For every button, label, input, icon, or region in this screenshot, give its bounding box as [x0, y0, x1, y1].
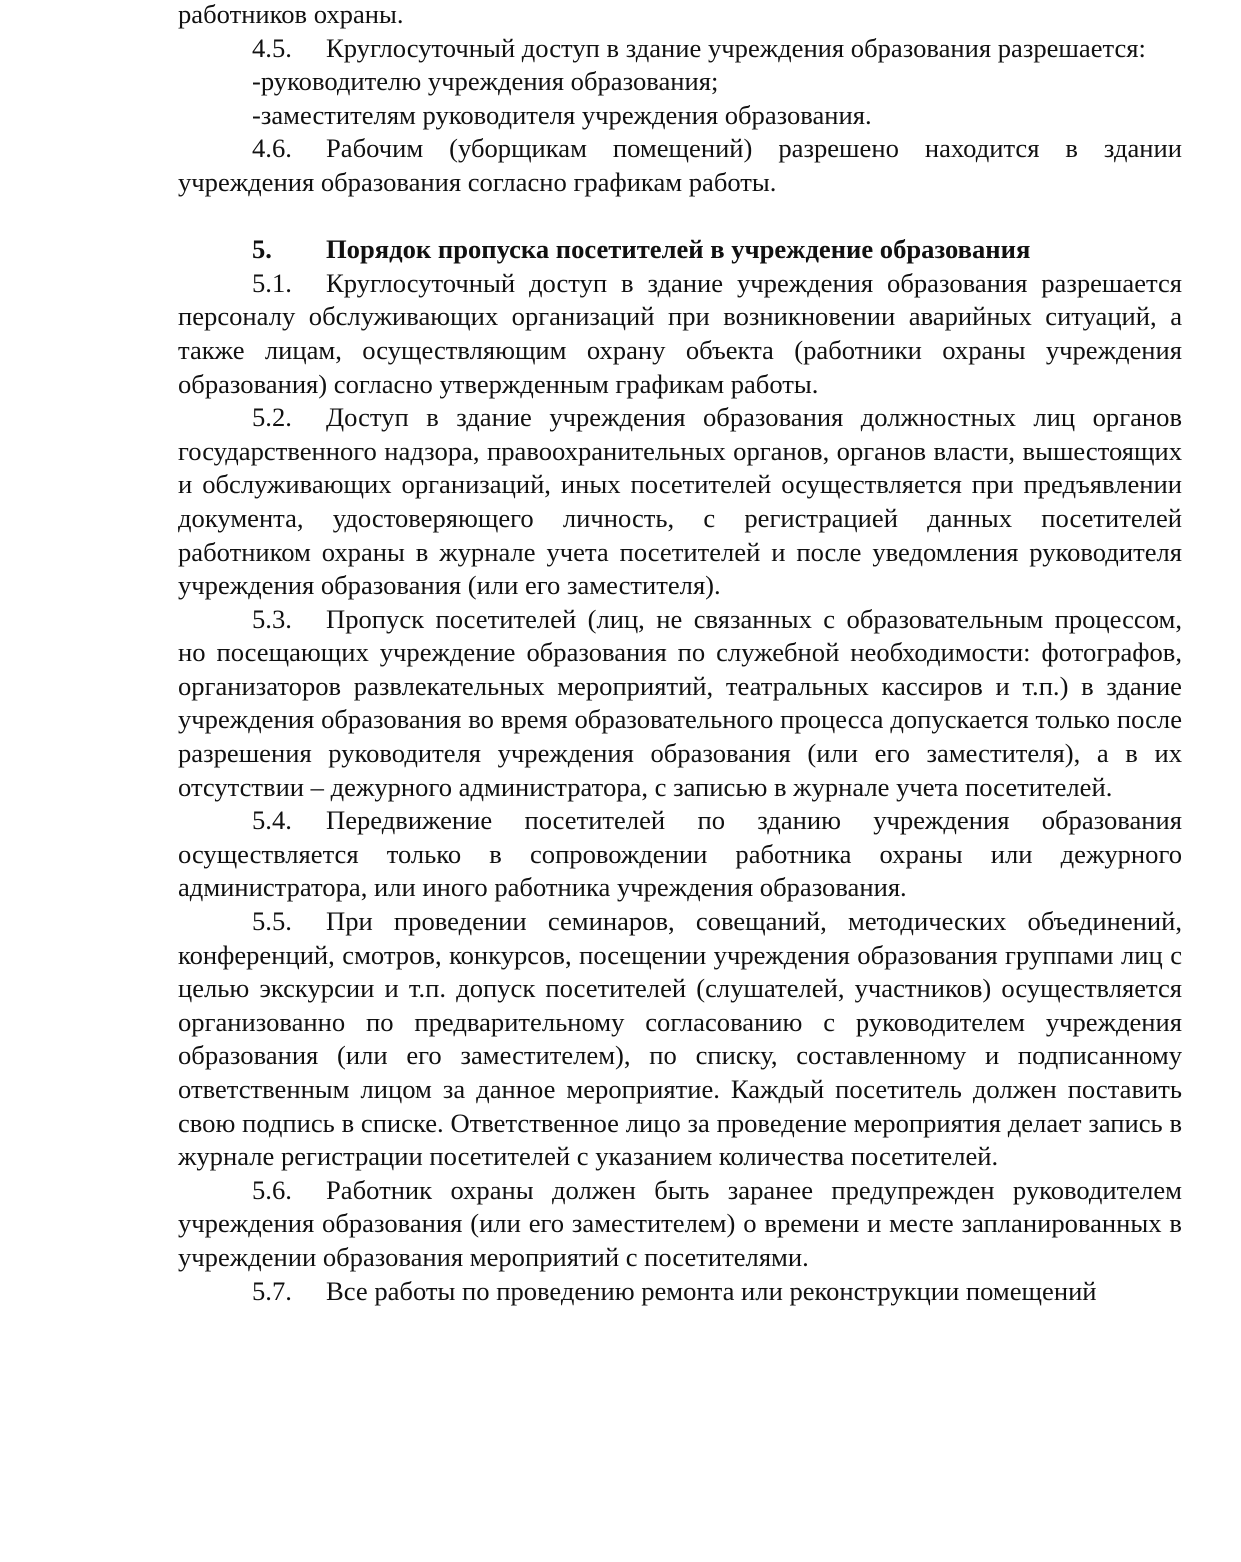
- paragraph-number: 5.6.: [252, 1174, 292, 1205]
- paragraph-4-5: [178, 32, 1182, 66]
- paragraph-text: Круглосуточный доступ в здание учреждения образования разрешается:: [326, 32, 1146, 63]
- paragraph-5-3: [178, 603, 1182, 805]
- paragraph-text: Доступ в здание учреждения образования должностных лиц органов государственного надзора, правоохранительных органов, органов власти, вышестоящих и обслуживающих организаций, иных посетителей осуществляется при предъявлении документа, удостоверяющего личность, с регистрацией данных посетителей работником охраны в журнале учета посетителей и после уведомления руководителя учреждения образования (или его заместителя).: [178, 402, 1182, 601]
- paragraph-text: Пропуск посетителей (лиц, не связанных с образовательным процессом, но посещающих учреждение образования по служебной необходимости: фотографов, организаторов развлекательных мероприятий, театральных кассиров и т.п.) в здание учреждения образования во время образовательного процесса допускается только после разрешения руководителя учреждения образования (или его заместителя), а в их отсутствии – дежурного администратора, с записью в журнале учета посетителей.: [178, 603, 1182, 802]
- paragraph-fragment: работников охраны.: [178, 0, 404, 29]
- paragraph-text: Рабочим (уборщикам помещений) разрешено находится в здании учреждения образования согласно графикам работы.: [178, 133, 1182, 197]
- paragraph-5-6: [178, 1174, 1182, 1275]
- paragraph-text: Работник охраны должен быть заранее предупрежден руководителем учреждения образования (или его заместителем) о времени и месте запланированных в учреждении образования мероприятий с посетителями.: [178, 1174, 1182, 1272]
- section-heading: [178, 233, 1182, 267]
- paragraph-4-6: [178, 132, 1182, 199]
- paragraph-number: 5.2.: [252, 402, 292, 433]
- paragraph-number: 4.6.: [252, 133, 292, 164]
- paragraph-5-5: [178, 905, 1182, 1174]
- paragraph-5-7: [178, 1275, 1182, 1309]
- paragraph-text: Круглосуточный доступ в здание учреждения образования разрешается персоналу обслуживающих организаций при возникновении аварийных ситуаций, а также лицам, осуществляющим охрану объекта (работники охраны учреждения образования) согласно утвержденным графикам работы.: [178, 267, 1182, 399]
- paragraph-number: 5.4.: [252, 805, 292, 836]
- paragraph-text: При проведении семинаров, совещаний, методических объединений, конференций, смотров, конкурсов, посещении учреждения образования группами лиц с целью экскурсии и т.п. допуск посетителей (слушателей, участников) осуществляется организованно по предварительному согласованию с руководителем учреждения образования (или его заместителем), по списку, составленному и подписанному ответственным лицом за данное мероприятие. Каждый посетитель должен поставить свою подпись в списке. Ответственное лицо за проведение мероприятия делает запись в журнале регистрации посетителей с указанием количества посетителей.: [178, 906, 1182, 1172]
- paragraph-number: 5.3.: [252, 603, 292, 634]
- paragraph-number: 5.7.: [252, 1275, 292, 1306]
- list-item: -заместителям руководителя учреждения образования.: [252, 99, 872, 130]
- section-number: 5.: [252, 234, 272, 265]
- blank-line: [178, 200, 1182, 234]
- paragraph-number: 5.1.: [252, 267, 292, 298]
- paragraph-text: Передвижение посетителей по зданию учреждения образования осуществляется только в сопровождении работника охраны или дежурного администратора, или иного работника учреждения образования.: [178, 805, 1182, 903]
- paragraph-number: 4.5.: [252, 32, 292, 63]
- paragraph-5-1: [178, 267, 1182, 401]
- document-page: [178, 0, 1182, 1308]
- paragraph-number: 5.5.: [252, 906, 292, 937]
- list-item: -руководителю учреждения образования;: [252, 66, 719, 97]
- section-title: Порядок пропуска посетителей в учреждение образования: [326, 234, 1031, 265]
- paragraph-5-2: [178, 401, 1182, 603]
- paragraph-5-4: [178, 804, 1182, 905]
- paragraph-text: Все работы по проведению ремонта или реконструкции помещений: [326, 1275, 1097, 1306]
